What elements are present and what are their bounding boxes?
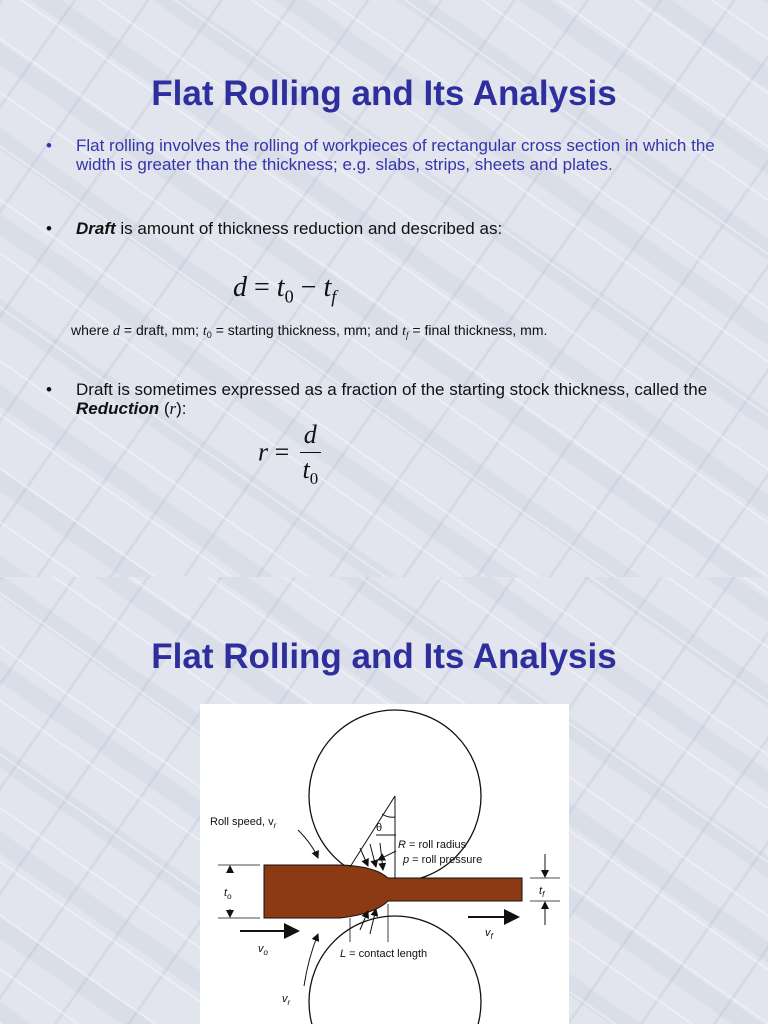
theta-label: θ [376, 822, 383, 834]
diagram-svg [200, 704, 569, 1024]
vr-label: $v_r$ [282, 993, 291, 1007]
roll-speed-label: Roll speed, $v_r$ [210, 816, 277, 830]
vf-label: $v_f$ [485, 927, 493, 941]
slide-2 [0, 577, 768, 1024]
tf-label: $t_f$ [539, 885, 545, 899]
vo-label: $v_o$ [258, 943, 268, 957]
p-label: p [403, 854, 410, 866]
equation-draft: $d = t_0 - t_f$ [233, 272, 337, 307]
bullet-text: is amount of thickness reduction and described as: [115, 219, 503, 238]
bottom-roll [309, 916, 481, 1024]
term-reduction: Reduction [76, 399, 160, 418]
svg-text:p = roll pressure: p = roll pressure [403, 854, 483, 866]
bullet-marker: • [46, 219, 52, 238]
equation-reduction: r = $\frac{d}{t_0}$ [258, 420, 321, 489]
to-label: $t_o$ [224, 887, 232, 901]
equation-legend: where d = draft, mm; $t_0$ = starting thickness, mm; and $t_f$ = final thickness, mm. [71, 322, 548, 341]
R-label: R [398, 839, 406, 851]
term-draft: Draft [76, 219, 116, 238]
bullet-marker: • [46, 380, 52, 399]
bullet-marker: • [46, 136, 52, 155]
slide-title: Flat Rolling and Its Analysis [151, 637, 617, 676]
bullet-text: Flat rolling involves the rolling of workpieces of rectangular cross section in which the width is greater than the thickness; e.g. slabs, strips, sheets and plates. [76, 136, 715, 174]
flat-rolling-diagram [200, 704, 569, 1024]
slide-1: Flat Rolling and Its Analysis • Flat rolling involves the rolling of workpieces of rectangular cross section in which the width is greater than the thickness; e.g. slabs, strips, sheets and plates. • Draft is amount of thickness reduction and described as: $d = t_0 - t_f$ where d = draft, mm; $t_0$ = starting thickness, mm; and $t_f$ = final thickness, mm. • Draft is sometimes expressed as a fraction of the starting stock thickness, called the Reduction (r): r = $\frac{d}{t_0}$ [0, 0, 768, 577]
contact-length-label: L = contact length [340, 948, 428, 960]
svg-text:R = roll radius: R = roll radius [398, 839, 467, 851]
slide-title: Flat Rolling and Its Analysis [151, 74, 617, 113]
